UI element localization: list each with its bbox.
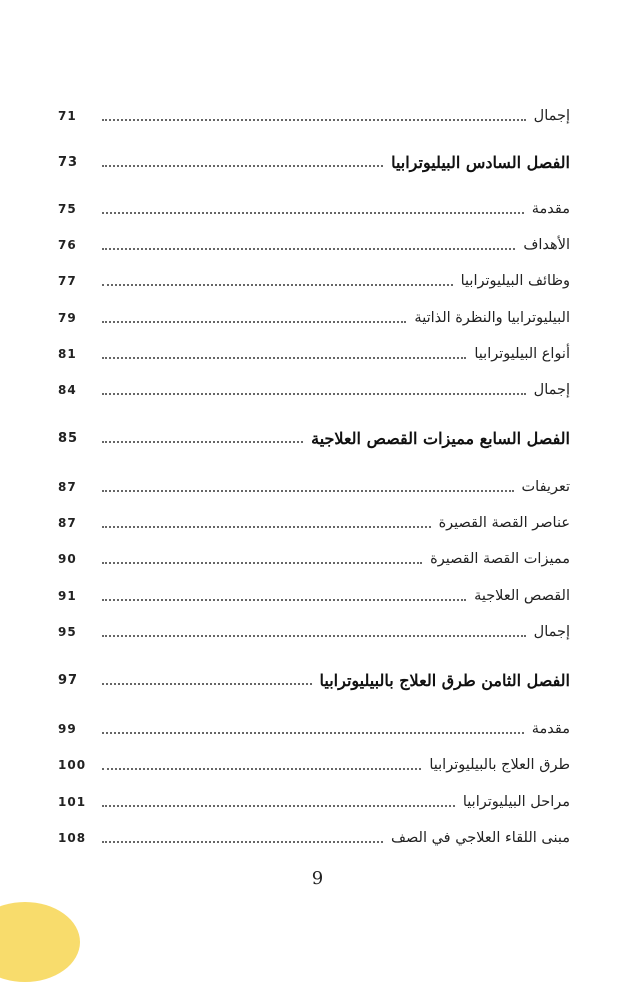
toc-entry-page: 85 (58, 430, 79, 446)
dot-leader (102, 599, 466, 601)
toc-entry-title: وظائف البيليوترابيا (460, 273, 570, 289)
toc-entry-page: 71 (58, 109, 77, 123)
dot-leader (102, 490, 514, 492)
dot-leader (102, 441, 303, 443)
toc-entry-page: 97 (58, 672, 79, 688)
toc-entry-title: مقدمة (531, 721, 570, 737)
dot-leader (102, 805, 455, 807)
toc-entry-page: 77 (58, 274, 77, 288)
dot-leader (102, 635, 526, 637)
toc-entry[interactable] (58, 546, 570, 572)
dot-leader (102, 732, 524, 734)
dot-leader (102, 119, 526, 121)
toc-entry[interactable] (58, 196, 570, 222)
dot-leader (102, 357, 466, 359)
page-number: 9 (311, 868, 324, 889)
dot-leader (102, 248, 515, 250)
toc-entry-page: 79 (58, 311, 77, 325)
toc-entry-title: مراحل البيليوترابيا (462, 794, 570, 810)
toc-entry[interactable] (58, 789, 570, 815)
toc-entry-title: الفصل الثامن طرق العلاج بالبيليوترابيا (319, 670, 570, 690)
toc-entry-page: 73 (58, 154, 79, 170)
toc-entry-page: 75 (58, 202, 77, 216)
toc-entry[interactable] (58, 825, 570, 851)
toc-chapter-heading[interactable] (58, 149, 570, 175)
toc-entry[interactable] (58, 305, 570, 331)
toc-entry-title: الفصل السابع مميزات القصص العلاجية (311, 428, 570, 448)
dot-leader (102, 212, 524, 214)
dot-leader (102, 562, 422, 564)
toc-entry-title: الأهداف (523, 237, 570, 253)
dot-leader (102, 165, 383, 167)
toc-entry-title: القصص العلاجية (474, 588, 570, 604)
toc-entry-title: مقدمة (531, 201, 570, 217)
dot-leader (102, 841, 383, 843)
toc-chapter-heading[interactable] (58, 425, 570, 451)
toc-entry-page: 101 (58, 795, 87, 809)
toc-entry-page: 87 (58, 480, 77, 494)
dot-leader (102, 683, 312, 685)
toc-entry[interactable] (58, 619, 570, 645)
toc-entry-title: إجمال (533, 624, 570, 640)
toc-entry-title: عناصر القصة القصيرة (438, 515, 570, 531)
toc-entry[interactable] (58, 232, 570, 258)
toc-entry[interactable] (58, 377, 570, 403)
toc-entry-page: 87 (58, 516, 77, 530)
toc-entry-title: البيليوترابيا والنظرة الذاتية (414, 310, 570, 326)
toc-entry[interactable] (58, 268, 570, 294)
toc-entry[interactable] (58, 752, 570, 778)
toc-entry-title: طرق العلاج بالبيليوترابيا (429, 757, 570, 773)
toc-entry-title: إجمال (533, 108, 570, 124)
dot-leader (102, 321, 406, 323)
toc-entry-page: 76 (58, 238, 77, 252)
toc-entry[interactable] (58, 510, 570, 536)
dot-leader (102, 284, 453, 286)
toc-entry-title: أنواع البيليوترابيا (474, 346, 570, 362)
toc-entry-page: 100 (58, 758, 87, 772)
toc-entry[interactable] (58, 583, 570, 609)
toc-entry[interactable] (58, 103, 570, 129)
toc-entry-title: تعريفات (521, 479, 570, 495)
toc-entry[interactable] (58, 716, 570, 742)
toc-entry-page: 91 (58, 589, 77, 603)
toc-entry-page: 95 (58, 625, 77, 639)
toc-entry-page: 90 (58, 552, 77, 566)
toc-entry-page: 84 (58, 383, 77, 397)
toc-entry-page: 108 (58, 831, 87, 845)
toc-chapter-heading[interactable] (58, 667, 570, 693)
toc-entry-page: 99 (58, 722, 77, 736)
dot-leader (102, 526, 431, 528)
toc-entry-title: مبنى اللقاء العلاجي في الصف (390, 830, 570, 846)
dot-leader (102, 393, 526, 395)
toc-entry-page: 81 (58, 347, 77, 361)
toc-entry[interactable] (58, 474, 570, 500)
toc-entry-title: مميزات القصة القصيرة (430, 551, 570, 567)
dot-leader (102, 768, 421, 770)
toc-entry[interactable] (58, 341, 570, 367)
toc-entry-title: إجمال (533, 382, 570, 398)
toc-entry-title: الفصل السادس البيليوترابيا (391, 152, 570, 172)
